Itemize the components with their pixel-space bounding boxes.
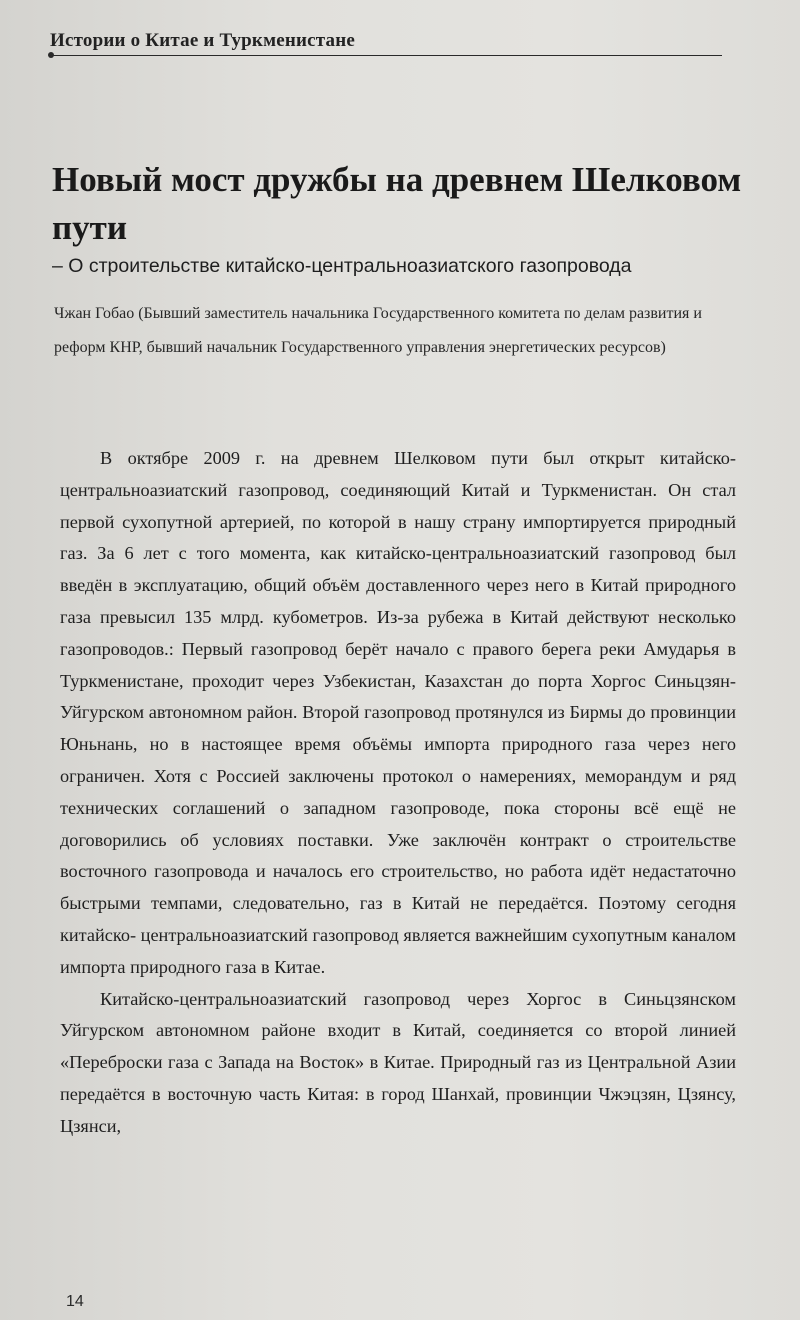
article-body <box>60 443 736 1143</box>
running-head: Истории о Китае и Туркменистане <box>50 30 356 51</box>
author-byline: Чжан Гобао (Бывший заместитель начальника Государственного комитета по делам развития и реформ КНР, бывший начальник Государственного управления энергетических ресурсов) <box>54 305 702 356</box>
article-title: Новый мост дружбы на древнем Шелковом пути <box>52 160 742 247</box>
body-paragraph: Китайско-центральноазиатский газопровод через Хоргос в Синьцзянском Уйгурском автономном районе входит в Китай, соединяется со второй линией «Переброски газа с Запада на Восток» в Китае. Природный газ из Центральной Азии передаётся в восточную часть Китая: в город Шанхай, провинции Чжэцзян, Цзянсу, Цзянси, <box>60 988 736 1136</box>
header-rule <box>52 55 722 56</box>
body-paragraph: В октябре 2009 г. на древнем Шелковом пути был открыт китайско-центральноазиатский газопровод, соединяющий Китай и Туркменистан. Он стал первой сухопутной артерией, по которой в нашу страну импортируется природный газ. За 6 лет с того момента, как китайско-центральноазиатский газопровод был введён в эксплуатацию, общий объём доставленного через него в Китай природного газа превысил 135 млрд. кубометров. Из-за рубежа в Китай действуют несколько газопроводов.: Первый газопровод берёт начало с правого берега реки Амударья в Туркменистане, проходит через Узбекистан, Казахстан до порта Хоргос Синьцзян-Уйгурском автономном район. Второй газопровод протянулся из Бирмы до провинции Юньнань, но в настоящее время объёмы импорта природного газа через него ограничен. Хотя с Россией заключены протокол о намерениях, меморандум и ряд технических соглашений о западном газопроводе, пока стороны всё ещё не договорились об условиях поставки. Уже заключён контракт о строительстве восточного газопровода и началось его строительство, но работа идёт недастаточно быстрыми темпами, следовательно, газ в Китай не передаётся. Поэтому сегодня китайско- центральноазиатский газопровод является важнейшим сухопутным каналом импорта природного газа в Китае. <box>60 448 736 977</box>
page-number: 14 <box>66 1293 84 1310</box>
article-subtitle: – О строительстве китайско-центральноазиатского газопровода <box>52 255 632 277</box>
